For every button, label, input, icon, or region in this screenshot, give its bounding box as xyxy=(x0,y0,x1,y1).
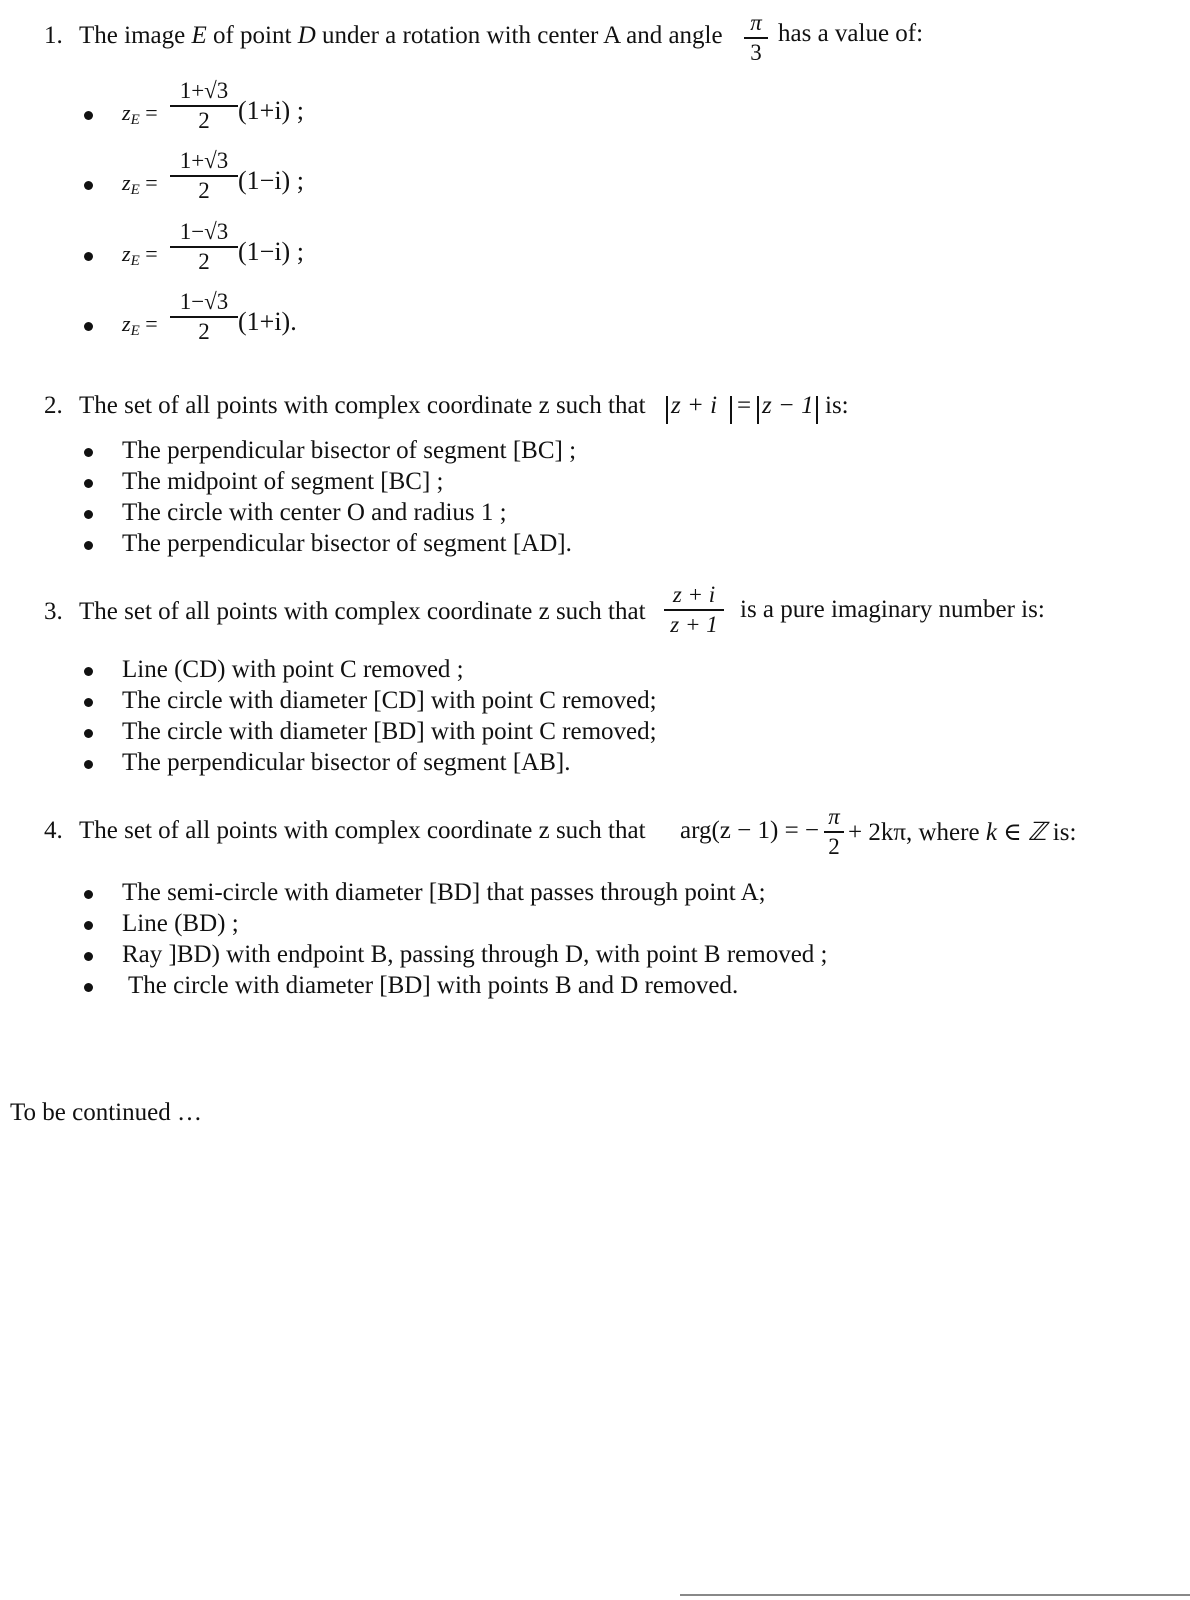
bullet-icon xyxy=(84,983,93,992)
bullet-icon xyxy=(84,952,93,961)
bullet-icon xyxy=(84,111,93,120)
question-text: under a rotation with center A and angle xyxy=(322,22,723,49)
option-fraction: 1−√3 2 xyxy=(170,219,238,275)
abs-bar xyxy=(757,396,759,424)
question-number: 4. xyxy=(44,817,63,844)
option-text: The circle with diameter [CD] with point C removed; xyxy=(122,687,657,714)
fraction-bar xyxy=(744,37,768,39)
option-text: The perpendicular bisector of segment [AB]. xyxy=(122,749,571,776)
page-edge-line xyxy=(680,1594,1190,1596)
option-text: The perpendicular bisector of segment [BC] ; xyxy=(122,437,577,464)
abs-bar xyxy=(816,396,818,424)
question-number: 2. xyxy=(44,392,63,419)
continuation-note: To be continued … xyxy=(10,1099,202,1126)
option-fraction: 1−√3 2 xyxy=(170,289,238,345)
option-text: Line (BD) ; xyxy=(122,910,239,937)
bullet-icon xyxy=(84,698,93,707)
bullet-icon xyxy=(84,252,93,261)
angle-fraction xyxy=(744,10,768,66)
condition-eq: = xyxy=(737,392,752,419)
question-1-stem xyxy=(44,22,723,50)
option-text: The circle with center O and radius 1 ; xyxy=(122,499,507,526)
question-3-stem xyxy=(44,598,646,626)
question-2-stem xyxy=(44,392,646,420)
option-paren: (1+i) ; xyxy=(238,96,304,125)
bullet-icon xyxy=(84,667,93,676)
question-text: has a value of: xyxy=(778,20,924,47)
option-lhs: $z_E$ = xyxy=(122,100,158,128)
fraction-denominator: 3 xyxy=(750,39,762,65)
condition-right: z − 1 xyxy=(762,392,814,419)
bullet-icon xyxy=(84,760,93,769)
question-text: The set of all points with complex coordinate z such that xyxy=(79,817,646,844)
bullet-icon xyxy=(84,479,93,488)
bullet-icon xyxy=(84,729,93,738)
option-text: The perpendicular bisector of segment [AD]. xyxy=(122,530,572,557)
abs-bar xyxy=(666,396,668,424)
option-fraction: 1+√3 2 xyxy=(170,148,238,204)
question-number: 1. xyxy=(44,22,63,49)
option-paren: (1+i). xyxy=(238,307,297,336)
question-text: The image xyxy=(79,22,186,49)
question-text: is: xyxy=(825,392,849,419)
bullet-icon xyxy=(84,322,93,331)
question-text: is a pure imaginary number is: xyxy=(740,596,1045,623)
bullet-icon xyxy=(84,181,93,190)
ratio-fraction: z + i z + 1 xyxy=(664,582,724,638)
option-lhs: $z_E$ = xyxy=(122,311,158,339)
point-label: E xyxy=(191,22,207,49)
option-paren: (1−i) ; xyxy=(238,237,304,266)
option-text: Line (CD) with point C removed ; xyxy=(122,656,464,683)
option-paren: (1−i) ; xyxy=(238,166,304,195)
question-4-stem xyxy=(44,817,646,845)
fraction-numerator: π xyxy=(750,10,762,35)
bullet-icon xyxy=(84,921,93,930)
option-fraction: 1+√3 2 xyxy=(170,78,238,134)
bullet-icon xyxy=(84,541,93,550)
point-label: D xyxy=(297,22,316,49)
option-text: The midpoint of segment [BC] ; xyxy=(122,468,444,495)
option-text: Ray ]BD) with endpoint B, passing through D, with point B removed ; xyxy=(122,941,828,968)
bullet-icon xyxy=(84,890,93,899)
option-text: The circle with diameter [BD] with point C removed; xyxy=(122,718,657,745)
question-text: The set of all points with complex coordinate z such that xyxy=(79,392,646,419)
option-lhs: $z_E$ = xyxy=(122,170,158,198)
bullet-icon xyxy=(84,448,93,457)
arg-expression: arg(z − 1) = − xyxy=(680,817,820,844)
arg-fraction: π 2 xyxy=(824,804,844,860)
arg-expression-tail: + 2kπ, where k ∈ ℤ is: xyxy=(848,819,1077,846)
option-text: The semi-circle with diameter [BD] that passes through point A; xyxy=(122,879,766,906)
question-text: of point xyxy=(212,22,292,49)
question-text: The set of all points with complex coordinate z such that xyxy=(79,598,646,625)
option-lhs: $z_E$ = xyxy=(122,241,158,269)
question-number: 3. xyxy=(44,598,63,625)
bullet-icon xyxy=(84,510,93,519)
abs-bar xyxy=(730,396,732,424)
option-text: The circle with diameter [BD] with points B and D removed. xyxy=(128,972,739,999)
condition-left: z + i xyxy=(671,392,718,419)
